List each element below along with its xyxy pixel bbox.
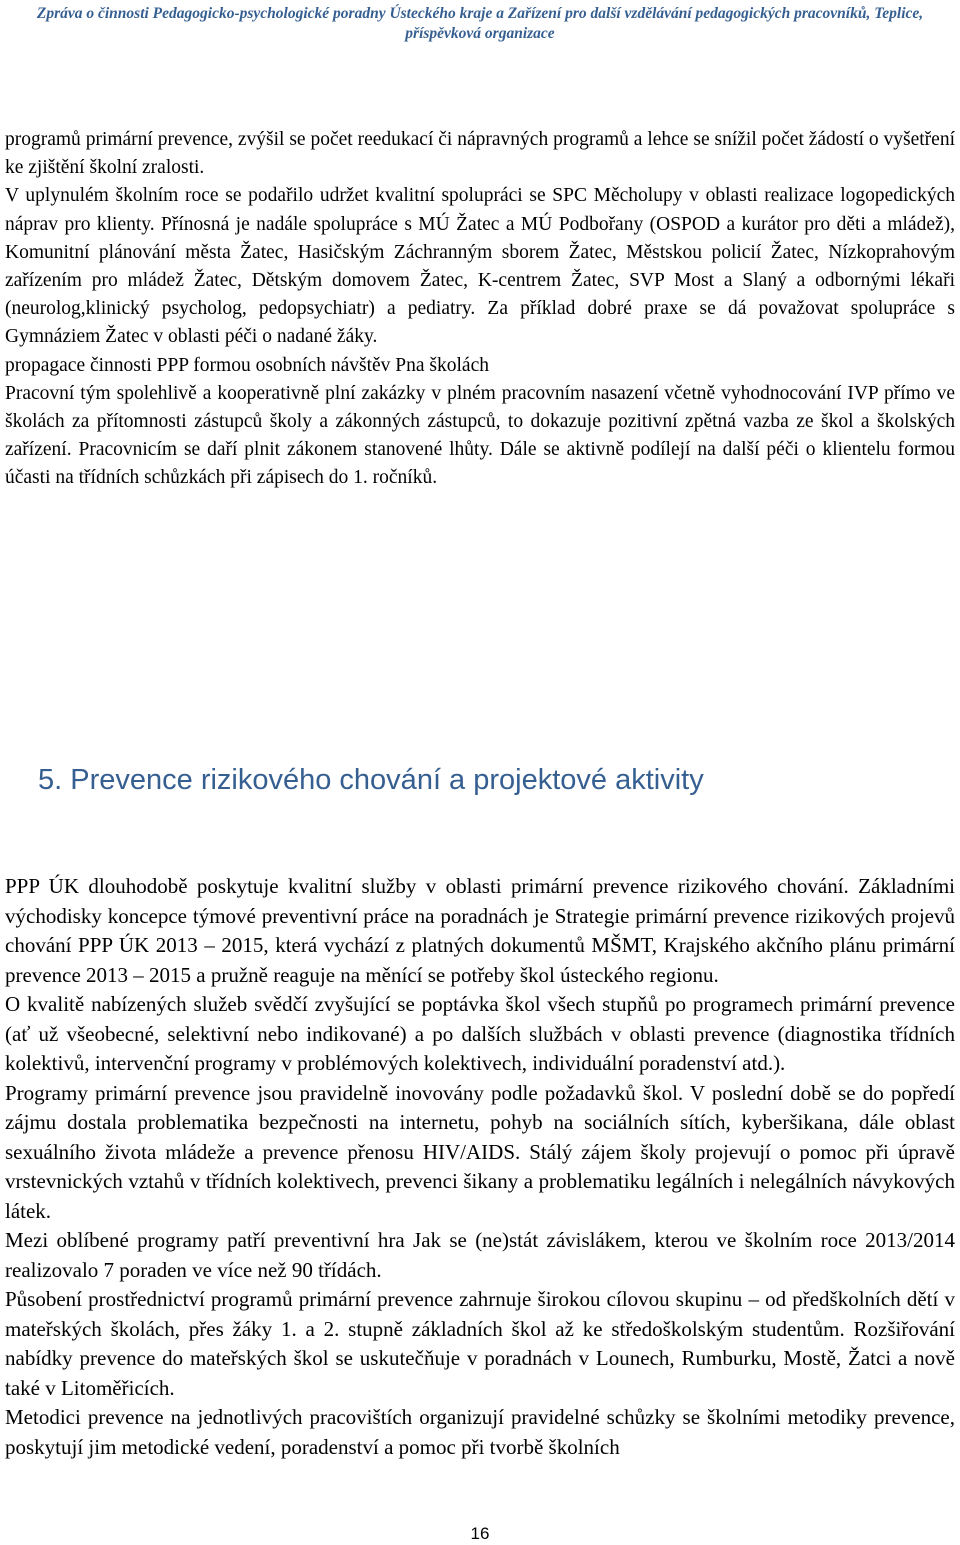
paragraph: Pracovní tým spolehlivě a kooperativně plní zakázky v plném pracovním nasazení včetně vyhodnocování IVP přímo ve školách za přítomnosti zástupců školy a zákonných zástupců, to dokazuje pozitivní zpětná vazba ze škol a školských zařízení. Pracovnicím se daří plnit zákonem stanovené lhůty. Dále se aktivně podílejí na další péči o klientelu formou účasti na třídních schůzkách při zápisech do 1. ročníků. [5, 382, 955, 489]
paragraph: Působení prostřednictví programů primární prevence zahrnuje širokou cílovou skupinu – od předškolních dětí v mateřských školách, přes žáky 1. a 2. stupně základních škol až ke středoškolským studentům. Rozšiřování nabídky prevence do mateřských škol se uskutečňuje v poradnách v Lounech, Rumburku, Mostě, Žatci a nově také v Litoměřicích. [5, 1287, 955, 1400]
document-header [0, 4, 960, 44]
section-text-prevention [5, 872, 955, 1462]
section-text-before-heading [5, 126, 955, 493]
paragraph: Metodici prevence na jednotlivých pracovištích organizují pravidelné schůzky se školními metodiky prevence, poskytují jim metodické vedení, poradenství a pomoc při tvorbě školních [5, 1405, 955, 1459]
paragraph: PPP ÚK dlouhodobě poskytuje kvalitní služby v oblasti primární prevence rizikového chování. Základními východisky koncepce týmové preventivní práce na poradnách je Strategie primární prevence rizikových projevů chování PPP ÚK 2013 – 2015, která vychází z platných dokumentů MŠMT, Krajského akčního plánu primární prevence 2013 – 2015 a pružně reaguje na měnící se potřeby škol ústeckého regionu. [5, 874, 955, 987]
section-heading: 5. Prevence rizikového chování a projektové aktivity [38, 764, 704, 796]
paragraph: Mezi oblíbené programy patří preventivní hra Jak se (ne)stát závislákem, kterou ve školním roce 2013/2014 realizovalo 7 poraden ve více než 90 třídách. [5, 1228, 955, 1282]
paragraph: O kvalitě nabízených služeb svědčí zvyšující se poptávka škol všech stupňů po programech primární prevence (ať už všeobecné, selektivní nebo indikované) a po dalších službách v oblasti prevence (diagnostika třídních kolektivů, intervenční programy v problémových kolektivech, individuální poradenství atd.). [5, 992, 955, 1075]
header-line-1: Zpráva o činnosti Pedagogicko-psychologické poradny Ústeckého kraje a Zařízení pro další vzdělávání pedagogických pracovníků, Teplice, [36, 5, 924, 22]
paragraph: programů primární prevence, zvýšil se počet reedukací či nápravných programů a lehce se snížil počet žádostí o vyšetření ke zjištění školní zralosti. [5, 129, 955, 179]
paragraph: Programy primární prevence jsou pravidelně inovovány podle požadavků škol. V poslední době se do popředí zájmu dostala problematika bezpečnosti na internetu, pohyb na sociálních sítích, kyberšikana, dále oblast sexuálního života mládeže a prevence přenosu HIV/AIDS. Stálý zájem školy projevují o pomoc při úpravě vrstevnických vztahů v třídních kolektivech, prevenci šikany a problematiku legálních i nelegálních návykových látek. [5, 1080, 955, 1223]
paragraph: propagace činnosti PPP formou osobních návštěv Pna školách [5, 354, 489, 376]
page-number: 16 [470, 1524, 490, 1543]
header-line-2: příspěvková organizace [405, 25, 555, 42]
paragraph: V uplynulém školním roce se podařilo udržet kvalitní spolupráci se SPC Měcholupy v oblasti realizace logopedických náprav pro klienty. Přínosná je nadále spolupráce s MÚ Žatec a MÚ Podbořany (OSPOD a kurátor pro děti a mládež), Komunitní plánování města Žatec, Hasičským Záchranným sborem Žatec, Městskou policií Žatec, Nízkoprahovým zařízením pro mládež Žatec, Dětským domovem Žatec, K-centrem Žatec, SVP Most a Slaný a odbornými lékaři (neurolog,klinický psycholog, pedopsychiatr) a pediatry. Za příklad dobré praxe se dá považovat spolupráce s Gymnáziem Žatec v oblasti péči o nadané žáky. [5, 185, 955, 348]
